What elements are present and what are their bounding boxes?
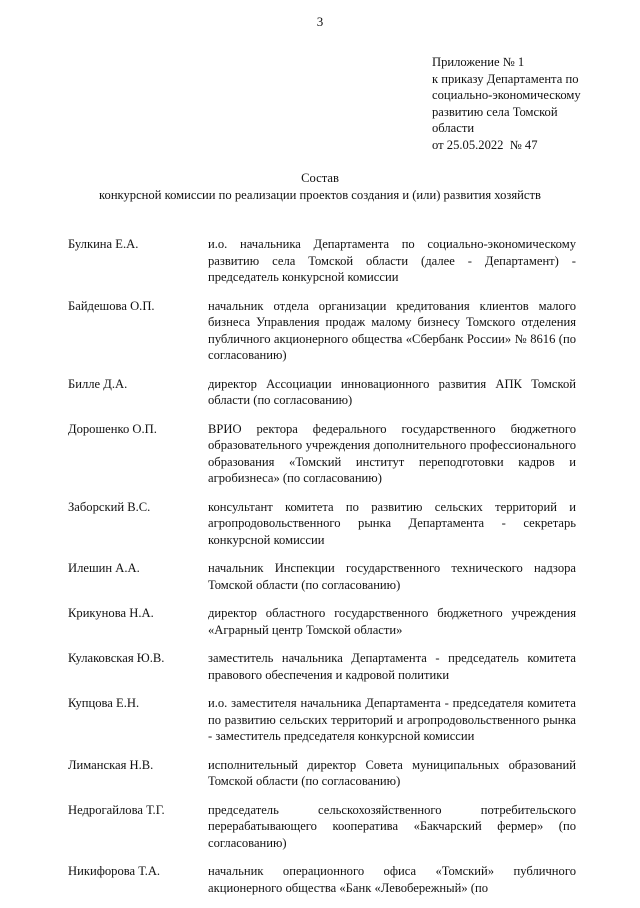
appendix-line: развитию села Томской <box>432 104 558 119</box>
member-name: Купцова Е.Н. <box>68 696 140 710</box>
member-name: Булкина Е.А. <box>68 237 139 251</box>
member-role: начальник Инспекции государственного технического надзора Томской области (по согласованию) <box>208 561 576 592</box>
member-row <box>68 757 576 790</box>
member-name: Никифорова Т.А. <box>68 864 161 878</box>
member-name: Лиманская Н.В. <box>68 757 154 772</box>
page-number: 3 <box>316 14 324 29</box>
document-heading <box>0 170 640 203</box>
heading-subtitle: конкурсной комиссии по реализации проектов создания и (или) развития хозяйств <box>99 187 541 202</box>
member-row <box>68 863 576 896</box>
member-name: Билле Д.А. <box>68 376 128 391</box>
member-name: Дорошенко О.П. <box>68 421 157 436</box>
member-role: и.о. начальника Департамента по социально-экономическому развитию села Томской области (далее - Департамент) - председатель конкурсной комиссии <box>208 237 576 284</box>
member-row <box>68 376 576 409</box>
member-name: Недрогайлова Т.Г. <box>68 802 165 817</box>
member-row <box>68 802 576 852</box>
member-role: ВРИО ректора федерального государственного бюджетного образовательного учреждения дополнительного профессионального образования «Томский институт переподготовки кадров и агробизнеса» (по согласованию) <box>208 421 576 485</box>
member-row <box>68 605 576 638</box>
member-row <box>68 650 576 683</box>
member-name: Илешин А.А. <box>68 561 140 575</box>
appendix-line: к приказу Департамента по <box>432 71 579 86</box>
appendix-line: области <box>432 121 475 135</box>
member-name: Заборский В.С. <box>68 499 151 514</box>
member-role: начальник отдела организации кредитования клиентов малого бизнеса Управления продаж малому бизнесу Томского отделения публичного акционерного общества «Сбербанк России» № 8616 (по согласованию) <box>208 298 576 362</box>
appendix-date-number: от 25.05.2022 № 47 <box>432 137 538 152</box>
member-name: Байдешова О.П. <box>68 298 155 313</box>
member-row <box>68 236 576 286</box>
member-role: председатель сельскохозяйственного потребительского перерабатывающего кооператива «Бакчарский фермер» (по согласованию) <box>208 802 576 850</box>
member-role: начальник операционного офиса «Томский» публичного акционерного общества «Банк «Левобережный» (по <box>208 864 576 895</box>
member-row <box>68 695 576 745</box>
member-role: директор Ассоциации инновационного развития АПК Томской области (по согласованию) <box>208 376 576 407</box>
member-row <box>68 499 576 549</box>
member-role: заместитель начальника Департамента - председатель комитета правового обеспечения и кадровой политики <box>208 651 576 682</box>
member-row <box>68 560 576 593</box>
appendix-header <box>432 54 612 153</box>
commission-members-list <box>68 236 576 908</box>
appendix-line: социально-экономическому <box>432 88 581 102</box>
member-name: Кулаковская Ю.В. <box>68 651 165 665</box>
member-name: Крикунова Н.А. <box>68 606 154 620</box>
member-role: консультант комитета по развитию сельских территорий и агропродовольственного рынка Департамента - секретарь конкурсной комиссии <box>208 499 576 547</box>
member-role: и.о. заместителя начальника Департамента - председателя комитета по развитию сельских территорий и агропродовольственного рынка - заместитель председателя конкурсной комиссии <box>208 696 576 743</box>
member-row <box>68 298 576 364</box>
member-role: директор областного государственного бюджетного учреждения «Аграрный центр Томской области» <box>208 606 576 637</box>
member-role: исполнительный директор Совета муниципальных образований Томской области (по согласованию) <box>208 757 576 788</box>
heading-title: Состав <box>301 171 339 185</box>
appendix-line: Приложение № 1 <box>432 55 525 69</box>
member-row <box>68 421 576 487</box>
